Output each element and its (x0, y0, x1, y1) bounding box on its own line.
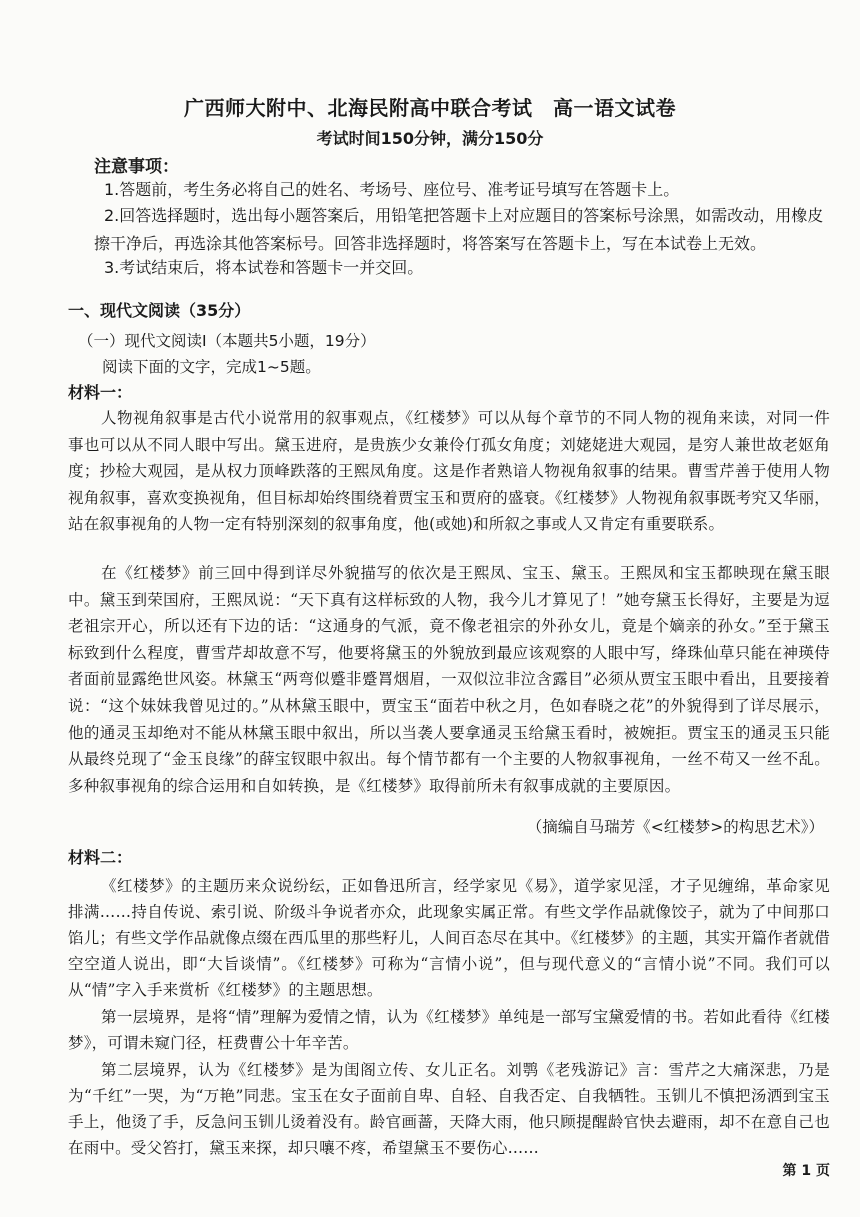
material-2-paragraph: 第二层境界，认为《红楼梦》是为闺阁立传、女儿正名。刘鹗《老残游记》言：雪芹之大痛深悲，乃是为“千红”一哭，为“万艳”同悲。宝玉在女子面前自卑、自轻、自我否定、自我牺牲。玉钏儿不慎把汤洒到宝玉手上，他烫了手，反急问玉钏儿烫着没有。龄官画蔷，天降大雨，他只顾提醒龄官快去避雨，却不在意自己也在雨中。受父笞打，黛玉来探，却只嚷不疼，希望黛玉不要伤心…… (68, 1061, 830, 1157)
page-number: 第 1 页 (782, 1163, 830, 1179)
material-1-source: （摘编自马瑞芳《<红楼梦>的构思艺术》） (526, 818, 824, 836)
notice-item-2: 2.回答选择题时，选出每小题答案后，用铅笔把答题卡上对应题目的答案标号涂黑，如需改动，用橡皮擦干净后，再选涂其他答案标号。回答非选择题时，将答案写在答题卡上，写在本试卷上无效。 (94, 206, 824, 253)
notice-heading: 注意事项： (94, 157, 179, 177)
material-1-paragraph: 在《红楼梦》前三回中得到详尽外貌描写的依次是王熙凤、宝玉、黛玉。王熙凤和宝玉都映现在黛玉眼中。黛玉到荣国府，王熙凤说：“天下真有这样标致的人物，我今儿才算见了！”她夸黛玉长得好，主要是为逗老祖宗开心，所以还有下边的话：“这通身的气派，竟不像老祖宗的外孙女儿，竟是个嫡亲的孙女。”至于黛玉标致到什么程度，曹雪芹却故意不写，他要将黛玉的外貌放到最应该观察的人眼中写，绛珠仙草只能在神瑛侍者面前显露绝世风姿。林黛玉“两弯似蹙非蹙罥烟眉，一双似泣非泣含露目”必须从贾宝玉眼中看出，且要接着说：“这个妹妹我曾见过的。”从林黛玉眼中，贾宝玉“面若中秋之月，色如春晓之花”的外貌得到了详尽展示，他的通灵玉却绝对不能从林黛玉眼中叙出，所以当袭人要拿通灵玉给黛玉看时，被婉拒。贾宝玉的通灵玉只能从最终兑现了“金玉良缘”的薛宝钗眼中叙出。每个情节都有一个主要的人物叙事视角，一丝不苟又一丝不乱。多种叙事视角的综合运用和自如转换，是《红楼梦》取得前所未有叙事成就的主要原因。 (68, 564, 830, 795)
subsection-heading: （一）现代文阅读Ⅰ（本题共5小题，19分） (78, 332, 376, 350)
notice-item-3: 3.考试结束后，将本试卷和答题卡一并交回。 (104, 258, 424, 277)
section-heading: 一、现代文阅读（35分） (68, 301, 251, 320)
material-1-paragraph: 人物视角叙事是古代小说常用的叙事观点，《红楼梦》可以从每个章节的不同人物的视角来读，对同一件事也可以从不同人眼中写出。黛玉进府，是贵族少女兼伶仃孤女角度；刘姥姥进大观园，是穷人兼世故老妪角度；抄检大观园，是从权力顶峰跌落的王熙凤角度。这是作者熟谙人物视角叙事的结果。曹雪芹善于使用人物视角叙事，喜欢变换视角，但目标却始终围绕着贾宝玉和贾府的盛衰。《红楼梦》人物视角叙事既考究又华丽，站在叙事视角的人物一定有特别深刻的叙事角度，他(或她)和所叙之事或人又肯定有重要联系。 (68, 409, 830, 534)
exam-subtitle: 考试时间150分钟，满分150分 (316, 129, 544, 148)
reading-instruction: 阅读下面的文字，完成1~5题。 (102, 358, 321, 376)
material-1-label: 材料一： (68, 383, 133, 402)
exam-title: 广西师大附中、北海民附高中联合考试 高一语文试卷 (184, 96, 676, 120)
material-2-paragraph: 《红楼梦》的主题历来众说纷纭，正如鲁迅所言，经学家见《易》，道学家见淫，才子见缠绵，革命家见排满……持自传说、索引说、阶级斗争说者亦众，此现象实属正常。有些文学作品就像饺子，就为了中间那口馅儿；有些文学作品就像点缀在西瓜里的那些籽儿，人间百态尽在其中。《红楼梦》的主题，其实开篇作者就借空空道人说出，即“大旨谈情”。《红楼梦》可称为“言情小说”，但与现代意义的“言情小说”不同。我们可以从“情”字入手来赏析《红楼梦》的主题思想。 (68, 877, 830, 999)
material-2-label: 材料二： (68, 848, 133, 867)
notice-item-1: 1.答题前，考生务必将自己的姓名、考场号、座位号、准考证号填写在答题卡上。 (104, 180, 680, 199)
material-2-paragraph: 第一层境界，是将“情”理解为爱情之情，认为《红楼梦》单纯是一部写宝黛爱情的书。若如此看待《红楼梦》，可谓未窥门径，枉费曹公十年辛苦。 (68, 1008, 830, 1052)
